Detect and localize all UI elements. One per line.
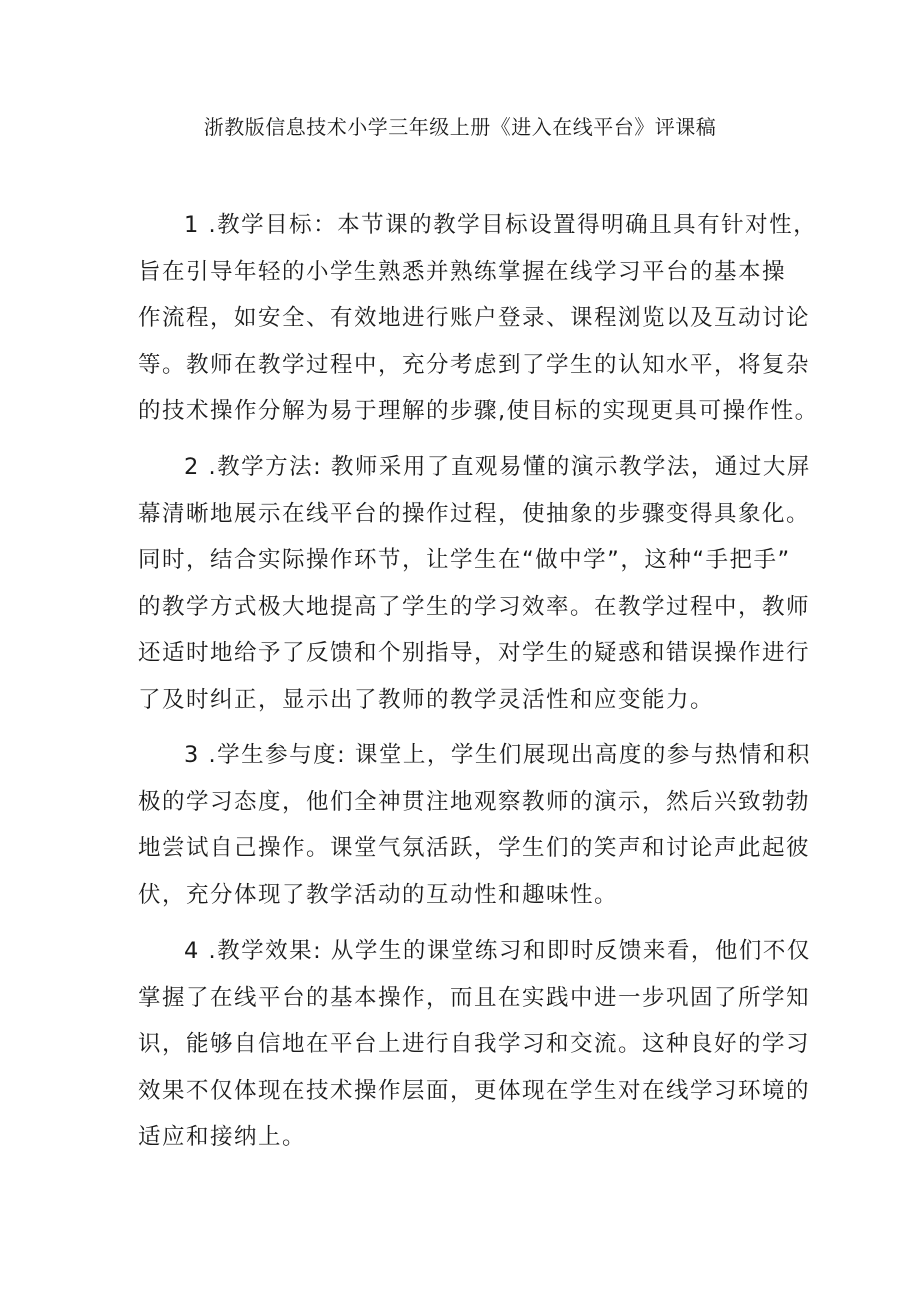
paragraph-teaching-effect (138, 928, 811, 1161)
paragraph-teaching-methods (138, 444, 811, 723)
paragraph-line: 作流程，如安全、有效地进行账户登录、课程浏览以及互动讨论 (138, 305, 811, 331)
paragraph-teaching-objectives (138, 202, 819, 435)
paragraph-line: 3 .学生参与度: 课堂上，学生们展现出高度的参与热情和积 (184, 742, 811, 768)
paragraph-line: 掌握了在线平台的基本操作，而且在实践中进一步巩固了所学知 (138, 984, 811, 1011)
paragraph-line: 识，能够自信地在平台上进行自我学习和交流。这种良好的学习 (138, 1031, 811, 1057)
paragraph-line: 2 .教学方法: 教师采用了直观易懂的演示教学法，通过大屏 (184, 454, 811, 480)
paragraph-line: 4 .教学效果: 从学生的课堂练习和即时反馈来看，他们不仅 (184, 938, 811, 964)
paragraph-line: 极的学习态度，他们全神贯注地观察教师的演示，然后兴致勃勃 (138, 788, 811, 815)
paragraph-line: 1 .教学目标：本节课的教学目标设置得明确且具有针对性， (184, 212, 818, 238)
document-title: 浙教版信息技术小学三年级上册《进入在线平台》评课稿 (203, 115, 717, 139)
paragraph-line: 幕清晰地展示在线平台的操作过程，使抽象的步骤变得具象化。 (138, 500, 811, 527)
paragraph-line: 同时，结合实际操作环节，让学生在“做中学”，这种“手把手” (138, 547, 791, 573)
paragraph-line: 适应和接纳上。 (138, 1124, 307, 1150)
paragraph-line: 旨在引导年轻的小学生熟悉并熟练掌握在线学习平台的基本操 (138, 258, 787, 285)
paragraph-line: 等。教师在教学过程中，充分考虑到了学生的认知水平，将复杂 (138, 351, 811, 378)
paragraph-line: 效果不仅体现在技术操作层面，更体现在学生对在线学习环境的 (138, 1077, 811, 1104)
paragraph-line: 还适时地给予了反馈和个别指导，对学生的疑惑和错误操作进行 (138, 640, 811, 666)
paragraph-line: 地尝试自己操作。课堂气氛活跃，学生们的笑声和讨论声此起彼 (138, 835, 811, 861)
paragraph-line: 伏，充分体现了教学活动的互动性和趣味性。 (138, 881, 619, 908)
paragraph-student-participation (138, 732, 811, 918)
paragraph-line: 的技术操作分解为易于理解的步骤,使目标的实现更具可操作性。 (138, 398, 819, 424)
paragraph-line: 了及时纠正，显示出了教师的教学灵活性和应变能力。 (138, 686, 715, 713)
paragraph-line: 的教学方式极大地提高了学生的学习效率。在教学过程中，教师 (138, 593, 811, 620)
